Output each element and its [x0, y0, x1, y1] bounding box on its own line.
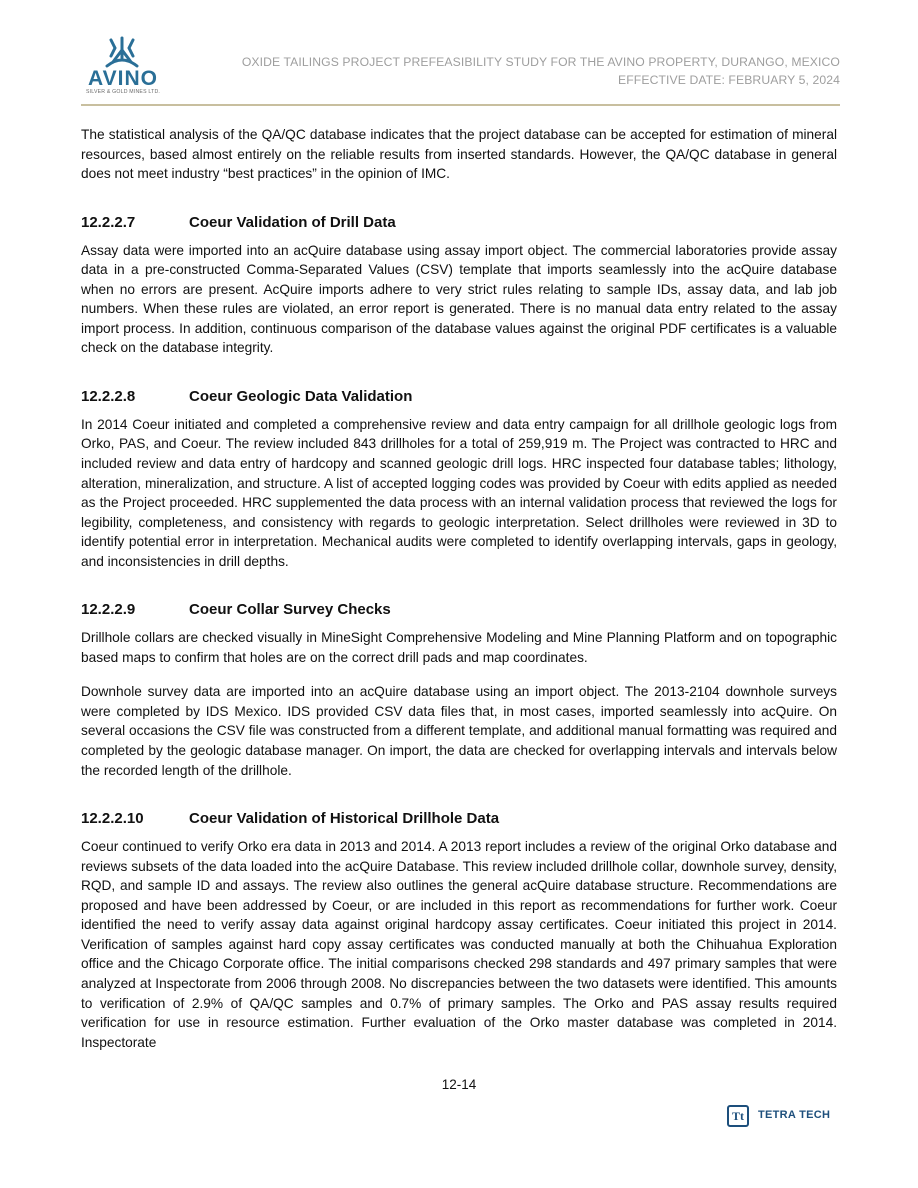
section-paragraph: Assay data were imported into an acQuire database using assay import object. The commercial laboratories provide assay data in a pre-constructed Comma-Separated Values (CSV) template that imports seamlessly into the acQuire database when no errors are present. AcQuire imports adhere to very strict rules relating to sample IDs, assay data, and lab job numbers. When these rules are violated, an error report is generated. There is no manual data entry related to the assay import process. In addition, continuous comparison of the database values against the original PDF certificates is a valuable check on the database integrity. [81, 242, 837, 356]
header-divider [81, 104, 840, 106]
tetra-tech-mark-text: Tt [732, 1109, 744, 1123]
page-content [81, 125, 837, 1052]
avino-tripod-mark-icon [85, 36, 159, 70]
tetra-tech-wordmark: TETRA TECH [758, 1109, 831, 1121]
section-heading [81, 809, 837, 828]
section-number: 12.2.2.9 [81, 601, 136, 619]
header-title [242, 53, 840, 89]
section-heading [81, 600, 837, 619]
section-paragraph: Coeur continued to verify Orko era data in 2013 and 2014. A 2013 report includes a review of the original Orko database and reviews subsets of the data loaded into the acQuire Database. This review included drillhole collar, downhole survey, density, RQD, and sample ID and assays. The review also outlines the general acQuire database structure. Recommendations are proposed and have been addressed by Coeur, or are included in this report as recommendations for further work. Coeur identified the need to verify assay data against original hardcopy assay certificates. Coeur initiated this project in 2014. Verification of samples against hard copy assay certificates was conducted manually at both the Chihuahua Exploration office and the Chicago Corporate office. The initial comparisons checked 298 standards and 497 primary samples that were analyzed at Inspectorate from 2006 through 2008. No discrepancies between the two datasets were identified. This amounts to verification of 2.9% of QA/QC samples and 0.7% of primary samples. The Orko and PAS assay results required verification for use in resource estimation. Further evaluation of the Orko master database was completed in 2014. Inspectorate [81, 839, 837, 1050]
section-paragraph: Downhole survey data are imported into an acQuire database using an import object. The 2013-2104 downhole surveys were completed by IDS Mexico. IDS provided CSV data files that, in most cases, imported seamlessly into acQuire. On several occasions the CSV file was constructed from a different template, and additional manual formatting was required and completed by the geologic database manager. On import, the data are checked for overlapping intervals and intervals below the recorded length of the drillhole. [81, 684, 837, 778]
avino-logo [85, 36, 159, 102]
page-header [81, 34, 840, 104]
section-heading [81, 387, 837, 406]
tetra-tech-mark [727, 1105, 749, 1127]
avino-tagline: SILVER & GOLD MINES LTD. [85, 89, 161, 95]
section-number: 12.2.2.8 [81, 387, 136, 405]
tetra-tech-logo-icon [727, 1105, 837, 1131]
section-paragraph: In 2014 Coeur initiated and completed a comprehensive review and data entry campaign for all drillhole geologic logs from Orko, PAS, and Coeur. The review included 843 drillholes for a total of 259,919 m. The Project was contracted to HRC and included review and data entry of hardcopy and scanned geologic drill logs. HRC inspected four database tables; lithology, alteration, mineralization, and structure. A list of accepted logging codes was provided by Coeur with edits applied as needed as the Project proceeded. HRC supplemented the data process with an internal validation process that reviewed the logs for legibility, completeness, and consistency with regards to geologic interpretation. Select drillholes were reviewed in 3D to identify potential error in interpretation. Mechanical audits were completed to identify overlapping intervals, gaps in geology, and inconsistencies in drill depths. [81, 416, 837, 569]
section-paragraph: Drillhole collars are checked visually in MineSight Comprehensive Modeling and Mine Planning Platform and on topographic based maps to confirm that holes are on the correct drill pads and map coordinates. [81, 630, 837, 665]
header-effective-date: EFFECTIVE DATE: FEBRUARY 5, 2024 [618, 73, 840, 87]
section-heading [81, 213, 837, 232]
section-number: 12.2.2.7 [81, 213, 136, 231]
intro-paragraph: The statistical analysis of the QA/QC database indicates that the project database can be accepted for estimation of mineral resources, based almost entirely on the reliable results from inserted standards. However, the QA/QC database in general does not meet industry “best practices” in the opinion of IMC. [81, 127, 837, 182]
avino-wordmark: AVINO [88, 67, 158, 90]
section-number: 12.2.2.10 [81, 810, 144, 828]
section-title: Coeur Validation of Drill Data [189, 213, 396, 231]
section-title: Coeur Collar Survey Checks [189, 601, 391, 619]
header-title-line1: OXIDE TAILINGS PROJECT PREFEASIBILITY STUDY FOR THE AVINO PROPERTY, DURANGO, MEXICO [241, 55, 840, 69]
page-number: 12-14 [441, 1077, 477, 1092]
section-title: Coeur Validation of Historical Drillhole Data [189, 810, 500, 828]
section-title: Coeur Geologic Data Validation [189, 387, 413, 405]
